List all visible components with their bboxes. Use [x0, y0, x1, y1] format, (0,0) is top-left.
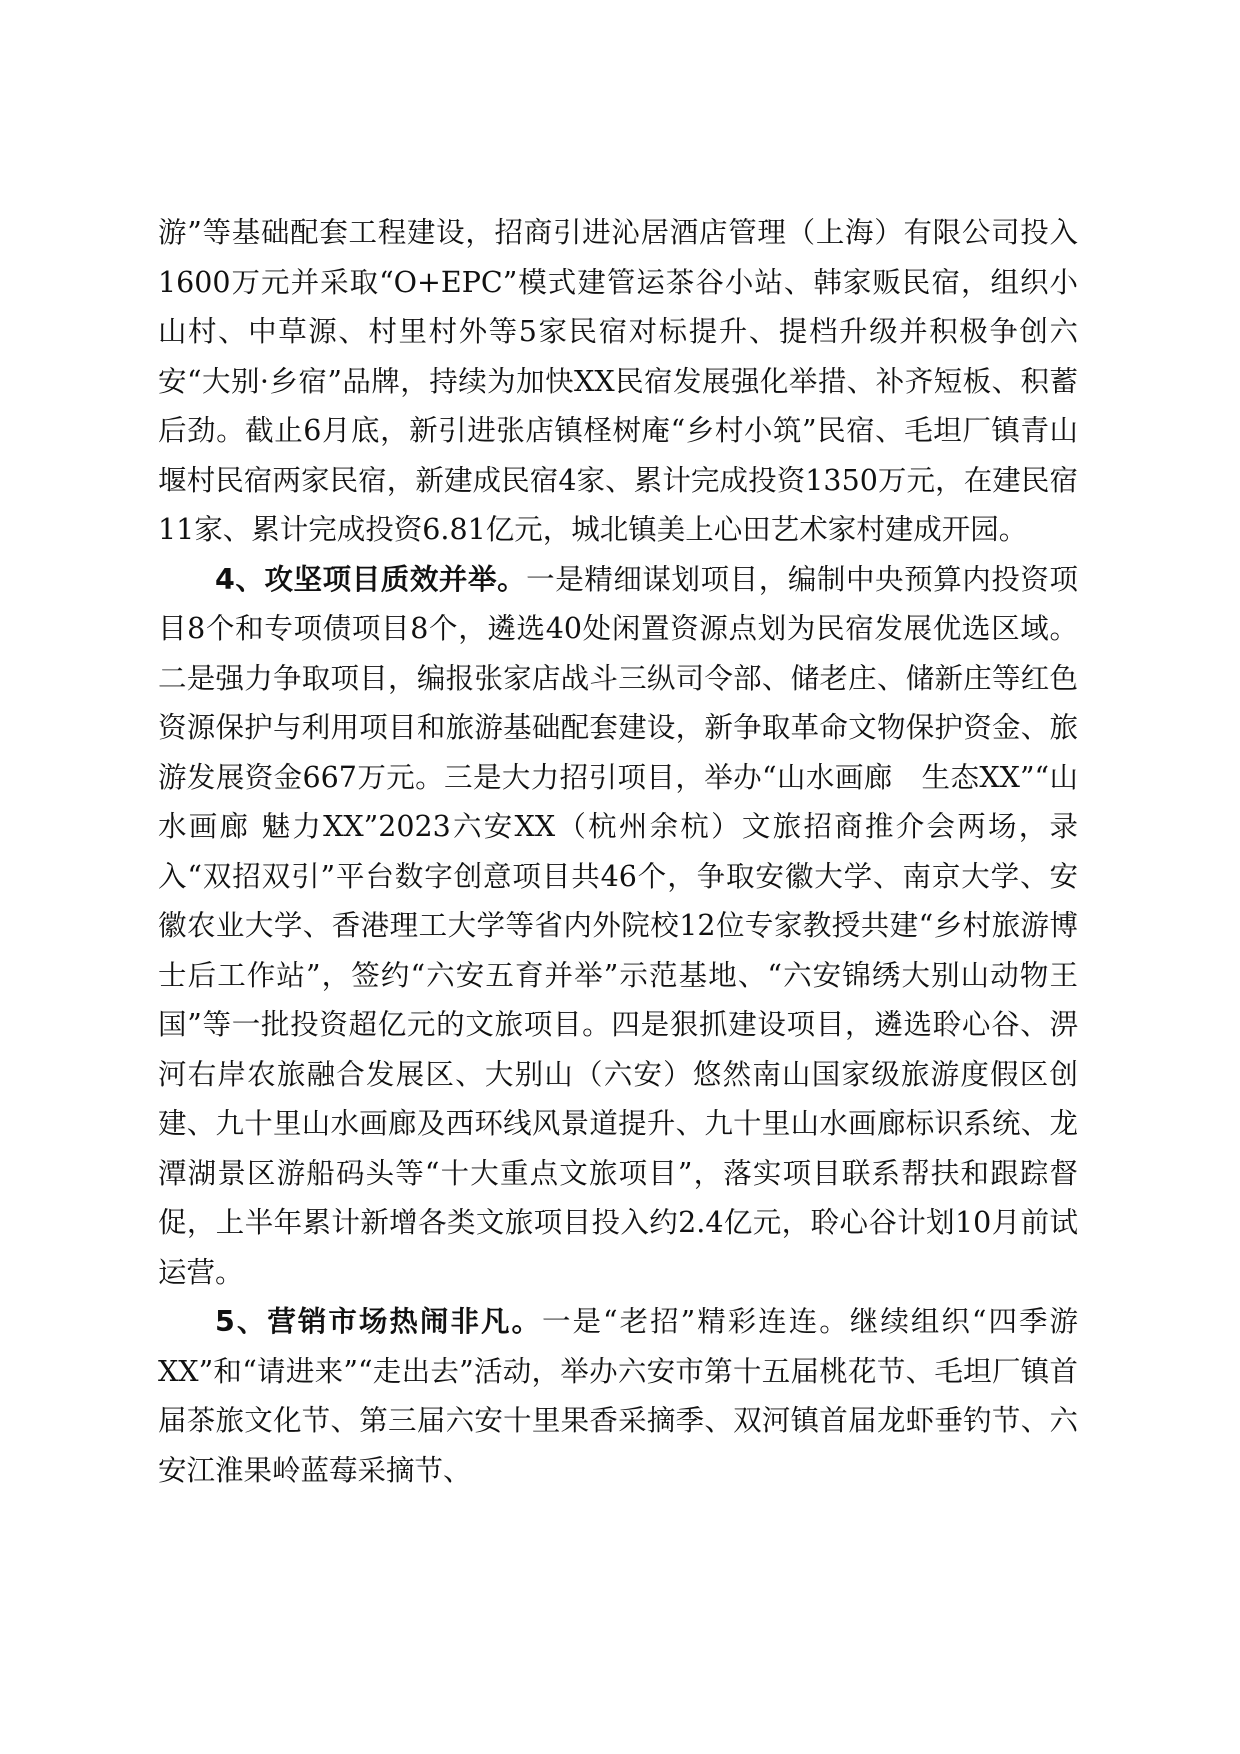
- section-heading: 5、营销市场热闹非凡。: [215, 1305, 542, 1338]
- document-body: [158, 208, 1078, 1495]
- section-heading: 4、攻坚项目质效并举。: [215, 562, 527, 596]
- paragraph-text: 一是“老招”精彩连连。继续组织“四季游XX”和“请进来”“走出去”活动，举办六安市第十五届桃花节、毛坦厂镇首届茶旅文化节、第三届六安十里果香采摘季、双河镇首届龙虾垂钓节、六安江淮果岭蓝莓采摘节、: [158, 1305, 1078, 1487]
- paragraph-section-5: [158, 1297, 1078, 1495]
- paragraph-section-4: [158, 555, 1078, 1298]
- paragraph-text: 一是精细谋划项目，编制中央预算内投资项目8个和专项债项目8个，遴选40处闲置资源点划为民宿发展优选区域。二是强力争取项目，编报张家店战斗三纵司令部、储老庄、储新庄等红色资源保护与利用项目和旅游基础配套建设，新争取革命文物保护资金、旅游发展资金667万元。三是大力招引项目，举办“山水画廊 生态XX”“山水画廊 魅力XX”2023六安XX（杭州余杭）文旅招商推介会两场，录入“双招双引”平台数字创意项目共46个，争取安徽大学、南京大学、安徽农业大学、香港理工大学等省内外院校12位专家教授共建“乡村旅游博士后工作站”，签约“六安五育并举”示范基地、“六安锦绣大别山动物王国”等一批投资超亿元的文旅项目。四是狠抓建设项目，遴选聆心谷、淠河右岸农旅融合发展区、大别山（六安）悠然南山国家级旅游度假区创建、九十里山水画廊及西环线风景道提升、九十里山水画廊标识系统、龙潭湖景区游船码头等“十大重点文旅项目”，落实项目联系帮扶和跟踪督促，上半年累计新增各类文旅项目投入约2.4亿元，聆心谷计划10月前试运营。: [158, 562, 1078, 1289]
- paragraph-continuation: [158, 208, 1078, 555]
- paragraph-text: 游”等基础配套工程建设，招商引进沁居酒店管理（上海）有限公司投入1600万元并采取“O+EPC”模式建管运茶谷小站、韩家贩民宿，组织小山村、中草源、村里村外等5家民宿对标提升、提档升级并积极争创六安“大别·乡宿”品牌，持续为加快XX民宿发展强化举措、补齐短板、积蓄后劲。截止6月底，新引进张店镇柽树庵“乡村小筑”民宿、毛坦厂镇青山堰村民宿两家民宿，新建成民宿4家、累计完成投资1350万元，在建民宿11家、累计完成投资6.81亿元，城北镇美上心田艺术家村建成开园。: [158, 216, 1078, 546]
